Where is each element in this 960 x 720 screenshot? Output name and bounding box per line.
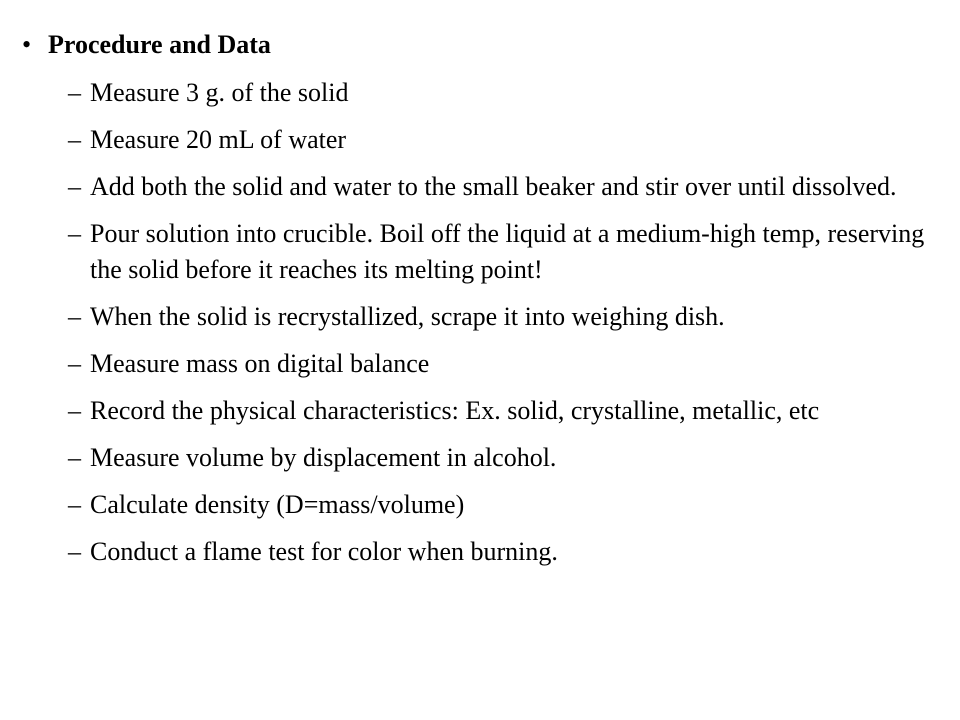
list-item [68,169,928,205]
dash-icon: – [68,125,81,154]
list-item-text: Measure 3 g. of the solid [90,78,349,107]
dash-icon: – [68,396,81,425]
list-item [68,487,928,523]
list-item-text: Add both the solid and water to the small beaker and stir over until dissolved. [90,172,897,201]
list-item [68,299,928,335]
dash-icon: – [68,349,81,378]
bullet-icon: • [22,30,32,59]
list-item-text: Measure volume by displacement in alcohol. [90,443,557,472]
list-item-text: Pour solution into crucible. Boil off the liquid at a medium-high temp, reserving the solid before it reaches its melting point! [90,219,925,284]
list-item-text: Conduct a flame test for color when burning. [90,537,558,566]
list-item [68,393,928,429]
procedure-list [68,75,928,581]
list-item-text: When the solid is recrystallized, scrape it into weighing dish. [90,302,725,331]
list-item [68,534,928,570]
list-item-text: Measure 20 mL of water [90,125,347,154]
list-item [68,122,928,158]
list-item [68,75,928,111]
list-item [68,346,928,382]
heading-title: Procedure and Data [48,30,271,59]
list-item [68,440,928,476]
dash-icon: – [68,219,81,248]
section-heading [22,28,271,62]
list-item [68,216,928,288]
list-item-text: Calculate density (D=mass/volume) [90,490,465,519]
list-item-text: Record the physical characteristics: Ex. solid, crystalline, metallic, etc [90,396,820,425]
list-item-text: Measure mass on digital balance [90,349,430,378]
dash-icon: – [68,490,81,519]
dash-icon: – [68,172,81,201]
dash-icon: – [68,78,81,107]
dash-icon: – [68,443,81,472]
dash-icon: – [68,537,81,566]
dash-icon: – [68,302,81,331]
